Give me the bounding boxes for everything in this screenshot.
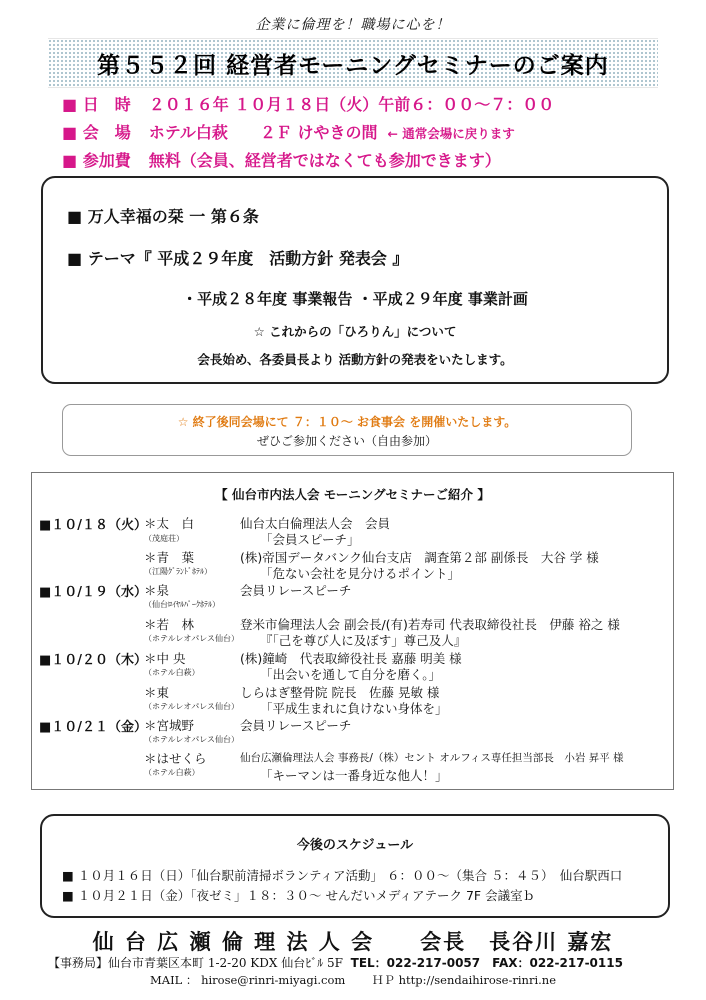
tagline: 企業に倫理を！職場に心を！ bbox=[255, 17, 451, 33]
seminar-speaker: ＊中 央 bbox=[144, 651, 186, 666]
datetime-line bbox=[62, 92, 554, 115]
schedule-box bbox=[40, 814, 670, 918]
theme-line: ■ テーマ『 平成２９年度 活動方針 発表会 』 bbox=[67, 249, 409, 268]
seminar-venue: （ホテルレオパレス仙台） bbox=[144, 634, 239, 643]
phone-fax: TEL：022-217-0057 FAX：022-217-0115 bbox=[350, 956, 623, 970]
seminar-topic: 「会員スピーチ」 bbox=[260, 532, 360, 547]
seminar-venue: （江陽ｸﾞﾗﾝﾄﾞﾎﾃﾙ） bbox=[144, 567, 212, 576]
office-contact bbox=[48, 954, 623, 971]
meal-box bbox=[62, 404, 632, 456]
fee-label: ■ 参加費 bbox=[62, 151, 131, 170]
seminar-desc: しらはぎ整骨院 院長 佐藤 晃敏 様 bbox=[240, 685, 440, 700]
seminar-venue: （仙台ﾛｲﾔﾙﾊﾟｰｸﾎﾃﾙ） bbox=[144, 600, 220, 609]
seminar-venue: （ホテル白萩） bbox=[144, 768, 200, 777]
seminar-topic: 「危ない会社を見分けるポイント」 bbox=[260, 566, 461, 581]
venue-value: ホテル白萩 ２Ｆ けやきの間 bbox=[148, 123, 378, 142]
seminar-desc: 仙台広瀬倫理法人会 事務長/（株）セント オルフィス専任担当部長 小岩 昇平 様 bbox=[240, 752, 624, 764]
seminar-date: ■１０/１９（水） bbox=[39, 585, 148, 600]
hirorin-line: ☆ これからの「ひろりん」について bbox=[253, 324, 457, 339]
seminar-venue: （茂庭荘） bbox=[144, 534, 184, 543]
intro-heading: 【 仙台市内法人会 モーニングセミナーご紹介 】 bbox=[215, 487, 490, 502]
schedule-item: ■ １０月１６日（日）「仙台駅前清掃ボランティア活動」 ６：００～（集合 ５：４５） 仙台駅西口 bbox=[62, 868, 623, 883]
seminar-date: ■１０/２１（金） bbox=[39, 720, 148, 735]
seminar-desc: (株)鐘崎 代表取締役社長 嘉藤 明美 様 bbox=[240, 651, 462, 666]
seminar-desc: 仙台太白倫理法人会 会員 bbox=[240, 516, 391, 531]
seminar-topic: 「出会いを通して自分を磨く。」 bbox=[260, 667, 442, 682]
datetime-value: ２０１６年 １０月１８日（火）午前６：００～７：００ bbox=[148, 95, 555, 114]
datetime-label: ■ 日 時 bbox=[62, 95, 131, 114]
seminar-date: ■１０/１８（火） bbox=[39, 518, 148, 533]
seminar-desc: (株)帝国データバンク仙台支店 調査第２部 副係長 大谷 学 様 bbox=[240, 550, 599, 565]
seminar-date: ■１０/２０（木） bbox=[39, 653, 148, 668]
seminar-speaker: ＊泉 bbox=[144, 583, 170, 598]
seminar-desc: 会員リレースピーチ bbox=[240, 583, 352, 598]
seminar-speaker: ＊若 林 bbox=[144, 617, 195, 632]
organization-name: 仙 台 広 瀬 倫 理 法 人 会 会長 長谷川 嘉宏 bbox=[92, 930, 614, 954]
seminar-topic: 「平成生まれに負けない身体を」 bbox=[260, 701, 448, 716]
page-title: 第５５２回 経営者モーニングセミナーのご案内 bbox=[97, 52, 609, 79]
fee-line bbox=[62, 148, 501, 171]
venue-line bbox=[62, 120, 515, 143]
meal-invite: ぜひご参加ください（自由参加） bbox=[256, 434, 437, 448]
meal-line: ☆ 終了後同会場にて ７：１０～ お食事会 を開催いたします。 bbox=[177, 415, 517, 429]
seminar-speaker: ＊宮城野 bbox=[144, 718, 195, 733]
title-banner bbox=[48, 38, 658, 88]
report-line: ・平成２８年度 事業報告 ・平成２９年度 事業計画 bbox=[182, 290, 528, 308]
schedule-item: ■ １０月２１日（金）「夜ゼミ」１８：３０～ せんだいメディアテーク 7F 会議室ｂ bbox=[62, 888, 536, 903]
seminar-speaker: ＊青 葉 bbox=[144, 550, 195, 565]
seminar-speaker: ＊はせくら bbox=[144, 751, 207, 766]
seminar-desc: 登米市倫理法人会 副会長/(有)若寿司 代表取締役社長 伊藤 裕之 様 bbox=[240, 617, 620, 632]
seminar-topic: 「キーマンは一番身近な他人！」 bbox=[260, 768, 448, 783]
seminar-desc: 会員リレースピーチ bbox=[240, 718, 352, 733]
fee-value: 無料（会員、経営者ではなくても参加できます） bbox=[148, 151, 501, 170]
seminar-topic: 『「己を尊び人に及ぼす」尊己及人』 bbox=[260, 633, 467, 648]
announce-line: 会長始め、各委員長より 活動方針の発表をいたします。 bbox=[197, 352, 513, 367]
seminar-venue: （ホテル白萩） bbox=[144, 668, 200, 677]
seminar-speaker: ＊東 bbox=[144, 685, 170, 700]
seminar-intro-box bbox=[31, 472, 674, 790]
mail-homepage: MAIL ： hirose@rinri-miyagi.com ＨＰ http://sendaihirose-rinri.ne bbox=[150, 973, 557, 987]
office-address: 【事務局】仙台市青葉区本町 1-2-20 KDX 仙台ﾋﾞﾙ 5F bbox=[48, 956, 343, 970]
venue-note: ← 通常会場に戻ります bbox=[387, 126, 515, 141]
theme-box bbox=[41, 176, 669, 384]
seminar-speaker: ＊太 白 bbox=[144, 516, 195, 531]
seminar-venue: （ホテルレオパレス仙台） bbox=[144, 702, 239, 711]
schedule-heading: 今後のスケジュール bbox=[296, 838, 414, 853]
precept-line: ■ 万人幸福の栞 一 第６条 bbox=[67, 207, 259, 226]
venue-label: ■ 会 場 bbox=[62, 123, 131, 142]
seminar-venue: （ホテルレオパレス仙台） bbox=[144, 735, 239, 744]
